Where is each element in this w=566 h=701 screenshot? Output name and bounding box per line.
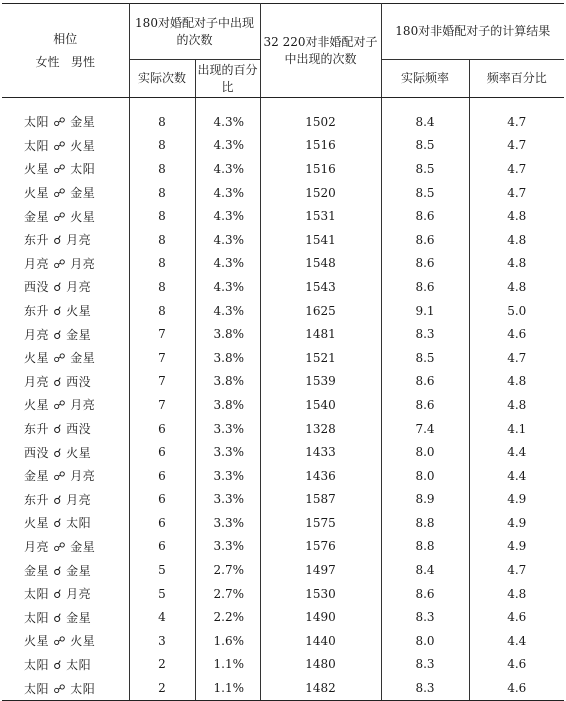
unmarried-count-cell: 1625 (260, 299, 381, 323)
calc-freq-cell: 8.6 (381, 252, 469, 276)
married-count-cell: 7 (129, 370, 195, 394)
married-count-cell: 6 (129, 464, 195, 488)
unmarried-count-cell: 1575 (260, 511, 381, 535)
unmarried-count-cell: 1480 (260, 653, 381, 677)
calc-freq-cell: 8.6 (381, 393, 469, 417)
pair-cell: 东升 ☌ 西没 (2, 417, 129, 441)
pair-cell: 东升 ☌ 月亮 (2, 488, 129, 512)
married-count-cell: 8 (129, 299, 195, 323)
married-pct-cell: 3.3% (195, 440, 260, 464)
married-pct-cell: 4.3% (195, 134, 260, 158)
pair-cell: 西没 ☌ 月亮 (2, 275, 129, 299)
pair-cell: 月亮 ☌ 金星 (2, 322, 129, 346)
unmarried-count-header: 32 220对非婚配对子中出现的次数 (260, 4, 381, 98)
table-row (2, 252, 564, 276)
calc-freq-cell: 8.6 (381, 275, 469, 299)
calc-freq-cell: 8.8 (381, 535, 469, 559)
calc-freq-cell: 8.8 (381, 511, 469, 535)
calc-freq-cell: 8.6 (381, 204, 469, 228)
calc-freq-cell: 8.5 (381, 134, 469, 158)
pair-cell: 西没 ☌ 火星 (2, 440, 129, 464)
calc-freq-cell: 7.4 (381, 417, 469, 441)
unmarried-count-cell: 1541 (260, 228, 381, 252)
married-count-cell: 8 (129, 134, 195, 158)
unmarried-count-cell: 1490 (260, 605, 381, 629)
table-row (2, 464, 564, 488)
calc-pct-cell: 4.1 (469, 417, 564, 441)
calc-group-header: 180对非婚配对子的计算结果 (381, 4, 564, 60)
table-row (2, 322, 564, 346)
pair-cell: 火星 ☌ 太阳 (2, 511, 129, 535)
married-count-cell: 7 (129, 322, 195, 346)
phase-column-header (2, 4, 129, 98)
table-row (2, 275, 564, 299)
married-pct-cell: 1.1% (195, 676, 260, 700)
calc-pct-cell: 4.4 (469, 629, 564, 653)
table-row (2, 299, 564, 323)
married-count-cell: 6 (129, 488, 195, 512)
pair-cell: 火星 ☍ 火星 (2, 629, 129, 653)
married-count-cell: 5 (129, 558, 195, 582)
table-row (2, 370, 564, 394)
table-row (2, 676, 564, 700)
married-pct-cell: 1.1% (195, 653, 260, 677)
calc-pct-cell: 4.8 (469, 204, 564, 228)
unmarried-count-cell: 1521 (260, 346, 381, 370)
table-row (2, 605, 564, 629)
calc-pct-cell: 4.7 (469, 558, 564, 582)
calc-freq-header: 实际频率 (381, 60, 469, 98)
married-pct-cell: 3.3% (195, 417, 260, 441)
married-pct-cell: 3.3% (195, 488, 260, 512)
calc-pct-cell: 4.9 (469, 488, 564, 512)
table-row (2, 558, 564, 582)
calc-freq-cell: 9.1 (381, 299, 469, 323)
married-count-cell: 3 (129, 629, 195, 653)
calc-pct-cell: 4.6 (469, 605, 564, 629)
married-count-cell: 2 (129, 676, 195, 700)
calc-freq-cell: 8.5 (381, 181, 469, 205)
married-pct-cell: 4.3% (195, 228, 260, 252)
married-pct-header: 出现的百分比 (195, 60, 260, 98)
married-count-cell: 7 (129, 393, 195, 417)
married-pct-cell: 3.8% (195, 346, 260, 370)
calc-pct-cell: 4.8 (469, 275, 564, 299)
pair-cell: 金星 ☍ 月亮 (2, 464, 129, 488)
table-row (2, 157, 564, 181)
married-count-cell: 5 (129, 582, 195, 606)
calc-pct-cell: 4.7 (469, 134, 564, 158)
phase-label: 相位 (53, 31, 78, 46)
table-row (2, 181, 564, 205)
table-row (2, 110, 564, 134)
unmarried-count-cell: 1481 (260, 322, 381, 346)
table-row (2, 393, 564, 417)
unmarried-count-cell: 1516 (260, 157, 381, 181)
married-pct-cell: 4.3% (195, 181, 260, 205)
married-count-cell: 8 (129, 110, 195, 134)
calc-pct-cell: 4.4 (469, 440, 564, 464)
calc-pct-cell: 5.0 (469, 299, 564, 323)
married-pct-cell: 4.3% (195, 157, 260, 181)
gender-labels (4, 54, 127, 71)
pair-cell: 太阳 ☍ 金星 (2, 110, 129, 134)
calc-pct-cell: 4.7 (469, 346, 564, 370)
calc-pct-cell: 4.4 (469, 464, 564, 488)
married-count-cell: 6 (129, 440, 195, 464)
pair-cell: 月亮 ☌ 西没 (2, 370, 129, 394)
female-label: 女性 (35, 54, 60, 69)
pair-cell: 火星 ☍ 月亮 (2, 393, 129, 417)
married-group-header: 180对婚配对子中出现的次数 (129, 4, 260, 60)
pair-cell: 火星 ☍ 金星 (2, 181, 129, 205)
table-row (2, 535, 564, 559)
calc-freq-cell: 8.6 (381, 228, 469, 252)
pair-cell: 太阳 ☌ 金星 (2, 605, 129, 629)
married-pct-cell: 4.3% (195, 110, 260, 134)
married-count-cell: 8 (129, 204, 195, 228)
pair-cell: 火星 ☍ 太阳 (2, 157, 129, 181)
unmarried-count-cell: 1531 (260, 204, 381, 228)
unmarried-count-cell: 1433 (260, 440, 381, 464)
unmarried-count-cell: 1587 (260, 488, 381, 512)
calc-pct-cell: 4.6 (469, 653, 564, 677)
calc-pct-header: 频率百分比 (469, 60, 564, 98)
calc-freq-cell: 8.3 (381, 676, 469, 700)
calc-pct-cell: 4.9 (469, 535, 564, 559)
married-count-cell: 6 (129, 511, 195, 535)
married-count-cell: 8 (129, 228, 195, 252)
unmarried-count-cell: 1548 (260, 252, 381, 276)
table-row (2, 417, 564, 441)
calc-pct-cell: 4.7 (469, 157, 564, 181)
unmarried-count-cell: 1530 (260, 582, 381, 606)
pair-cell: 太阳 ☍ 太阳 (2, 676, 129, 700)
calc-pct-cell: 4.7 (469, 181, 564, 205)
married-count-cell: 8 (129, 252, 195, 276)
unmarried-count-cell: 1436 (260, 464, 381, 488)
calc-pct-cell: 4.7 (469, 110, 564, 134)
pair-cell: 太阳 ☌ 月亮 (2, 582, 129, 606)
married-pct-cell: 4.3% (195, 204, 260, 228)
table-row (2, 511, 564, 535)
calc-pct-cell: 4.8 (469, 393, 564, 417)
calc-freq-cell: 8.0 (381, 440, 469, 464)
married-count-cell: 8 (129, 275, 195, 299)
header-row-top (2, 4, 564, 60)
married-pct-cell: 3.3% (195, 464, 260, 488)
married-count-cell: 7 (129, 346, 195, 370)
calc-freq-cell: 8.6 (381, 582, 469, 606)
unmarried-count-cell: 1502 (260, 110, 381, 134)
table-row (2, 134, 564, 158)
calc-pct-cell: 4.8 (469, 228, 564, 252)
calc-freq-cell: 8.0 (381, 629, 469, 653)
calc-freq-cell: 8.4 (381, 110, 469, 134)
married-pct-cell: 3.8% (195, 393, 260, 417)
pair-cell: 东升 ☌ 火星 (2, 299, 129, 323)
calc-pct-cell: 4.6 (469, 322, 564, 346)
married-count-header: 实际次数 (129, 60, 195, 98)
table-row (2, 488, 564, 512)
married-pct-cell: 3.3% (195, 535, 260, 559)
table-row (2, 653, 564, 677)
calc-pct-cell: 4.9 (469, 511, 564, 535)
unmarried-count-cell: 1543 (260, 275, 381, 299)
unmarried-count-cell: 1328 (260, 417, 381, 441)
male-label: 男性 (70, 54, 95, 69)
pair-cell: 东升 ☌ 月亮 (2, 228, 129, 252)
married-pct-cell: 3.8% (195, 370, 260, 394)
unmarried-count-cell: 1520 (260, 181, 381, 205)
table-row (2, 629, 564, 653)
married-pct-cell: 4.3% (195, 275, 260, 299)
pair-cell: 金星 ☌ 金星 (2, 558, 129, 582)
calc-freq-cell: 8.0 (381, 464, 469, 488)
married-pct-cell: 1.6% (195, 629, 260, 653)
table-header (2, 4, 564, 98)
unmarried-count-cell: 1516 (260, 134, 381, 158)
married-pct-cell: 2.7% (195, 582, 260, 606)
married-count-cell: 8 (129, 157, 195, 181)
married-count-cell: 2 (129, 653, 195, 677)
unmarried-count-cell: 1497 (260, 558, 381, 582)
calc-freq-cell: 8.3 (381, 605, 469, 629)
table-body (2, 98, 564, 701)
married-pct-cell: 2.2% (195, 605, 260, 629)
unmarried-count-cell: 1540 (260, 393, 381, 417)
calc-freq-cell: 8.4 (381, 558, 469, 582)
pair-cell: 月亮 ☍ 金星 (2, 535, 129, 559)
table-row (2, 204, 564, 228)
calc-pct-cell: 4.6 (469, 676, 564, 700)
unmarried-count-cell: 1539 (260, 370, 381, 394)
aspect-frequency-table (2, 3, 564, 701)
unmarried-count-cell: 1440 (260, 629, 381, 653)
married-pct-cell: 3.8% (195, 322, 260, 346)
calc-freq-cell: 8.9 (381, 488, 469, 512)
pair-cell: 太阳 ☌ 太阳 (2, 653, 129, 677)
unmarried-count-cell: 1576 (260, 535, 381, 559)
table-row (2, 582, 564, 606)
table-row (2, 440, 564, 464)
calc-freq-cell: 8.5 (381, 157, 469, 181)
calc-freq-cell: 8.3 (381, 322, 469, 346)
married-pct-cell: 2.7% (195, 558, 260, 582)
married-count-cell: 4 (129, 605, 195, 629)
married-count-cell: 8 (129, 181, 195, 205)
married-pct-cell: 3.3% (195, 511, 260, 535)
married-count-cell: 6 (129, 417, 195, 441)
pair-cell: 太阳 ☍ 火星 (2, 134, 129, 158)
calc-freq-cell: 8.3 (381, 653, 469, 677)
married-pct-cell: 4.3% (195, 252, 260, 276)
unmarried-count-cell: 1482 (260, 676, 381, 700)
spacer-row (2, 98, 564, 111)
calc-freq-cell: 8.5 (381, 346, 469, 370)
pair-cell: 月亮 ☍ 月亮 (2, 252, 129, 276)
pair-cell: 金星 ☍ 火星 (2, 204, 129, 228)
calc-pct-cell: 4.8 (469, 370, 564, 394)
calc-freq-cell: 8.6 (381, 370, 469, 394)
table-row (2, 228, 564, 252)
married-pct-cell: 4.3% (195, 299, 260, 323)
calc-pct-cell: 4.8 (469, 582, 564, 606)
married-count-cell: 6 (129, 535, 195, 559)
pair-cell: 火星 ☍ 金星 (2, 346, 129, 370)
calc-pct-cell: 4.8 (469, 252, 564, 276)
table-row (2, 346, 564, 370)
